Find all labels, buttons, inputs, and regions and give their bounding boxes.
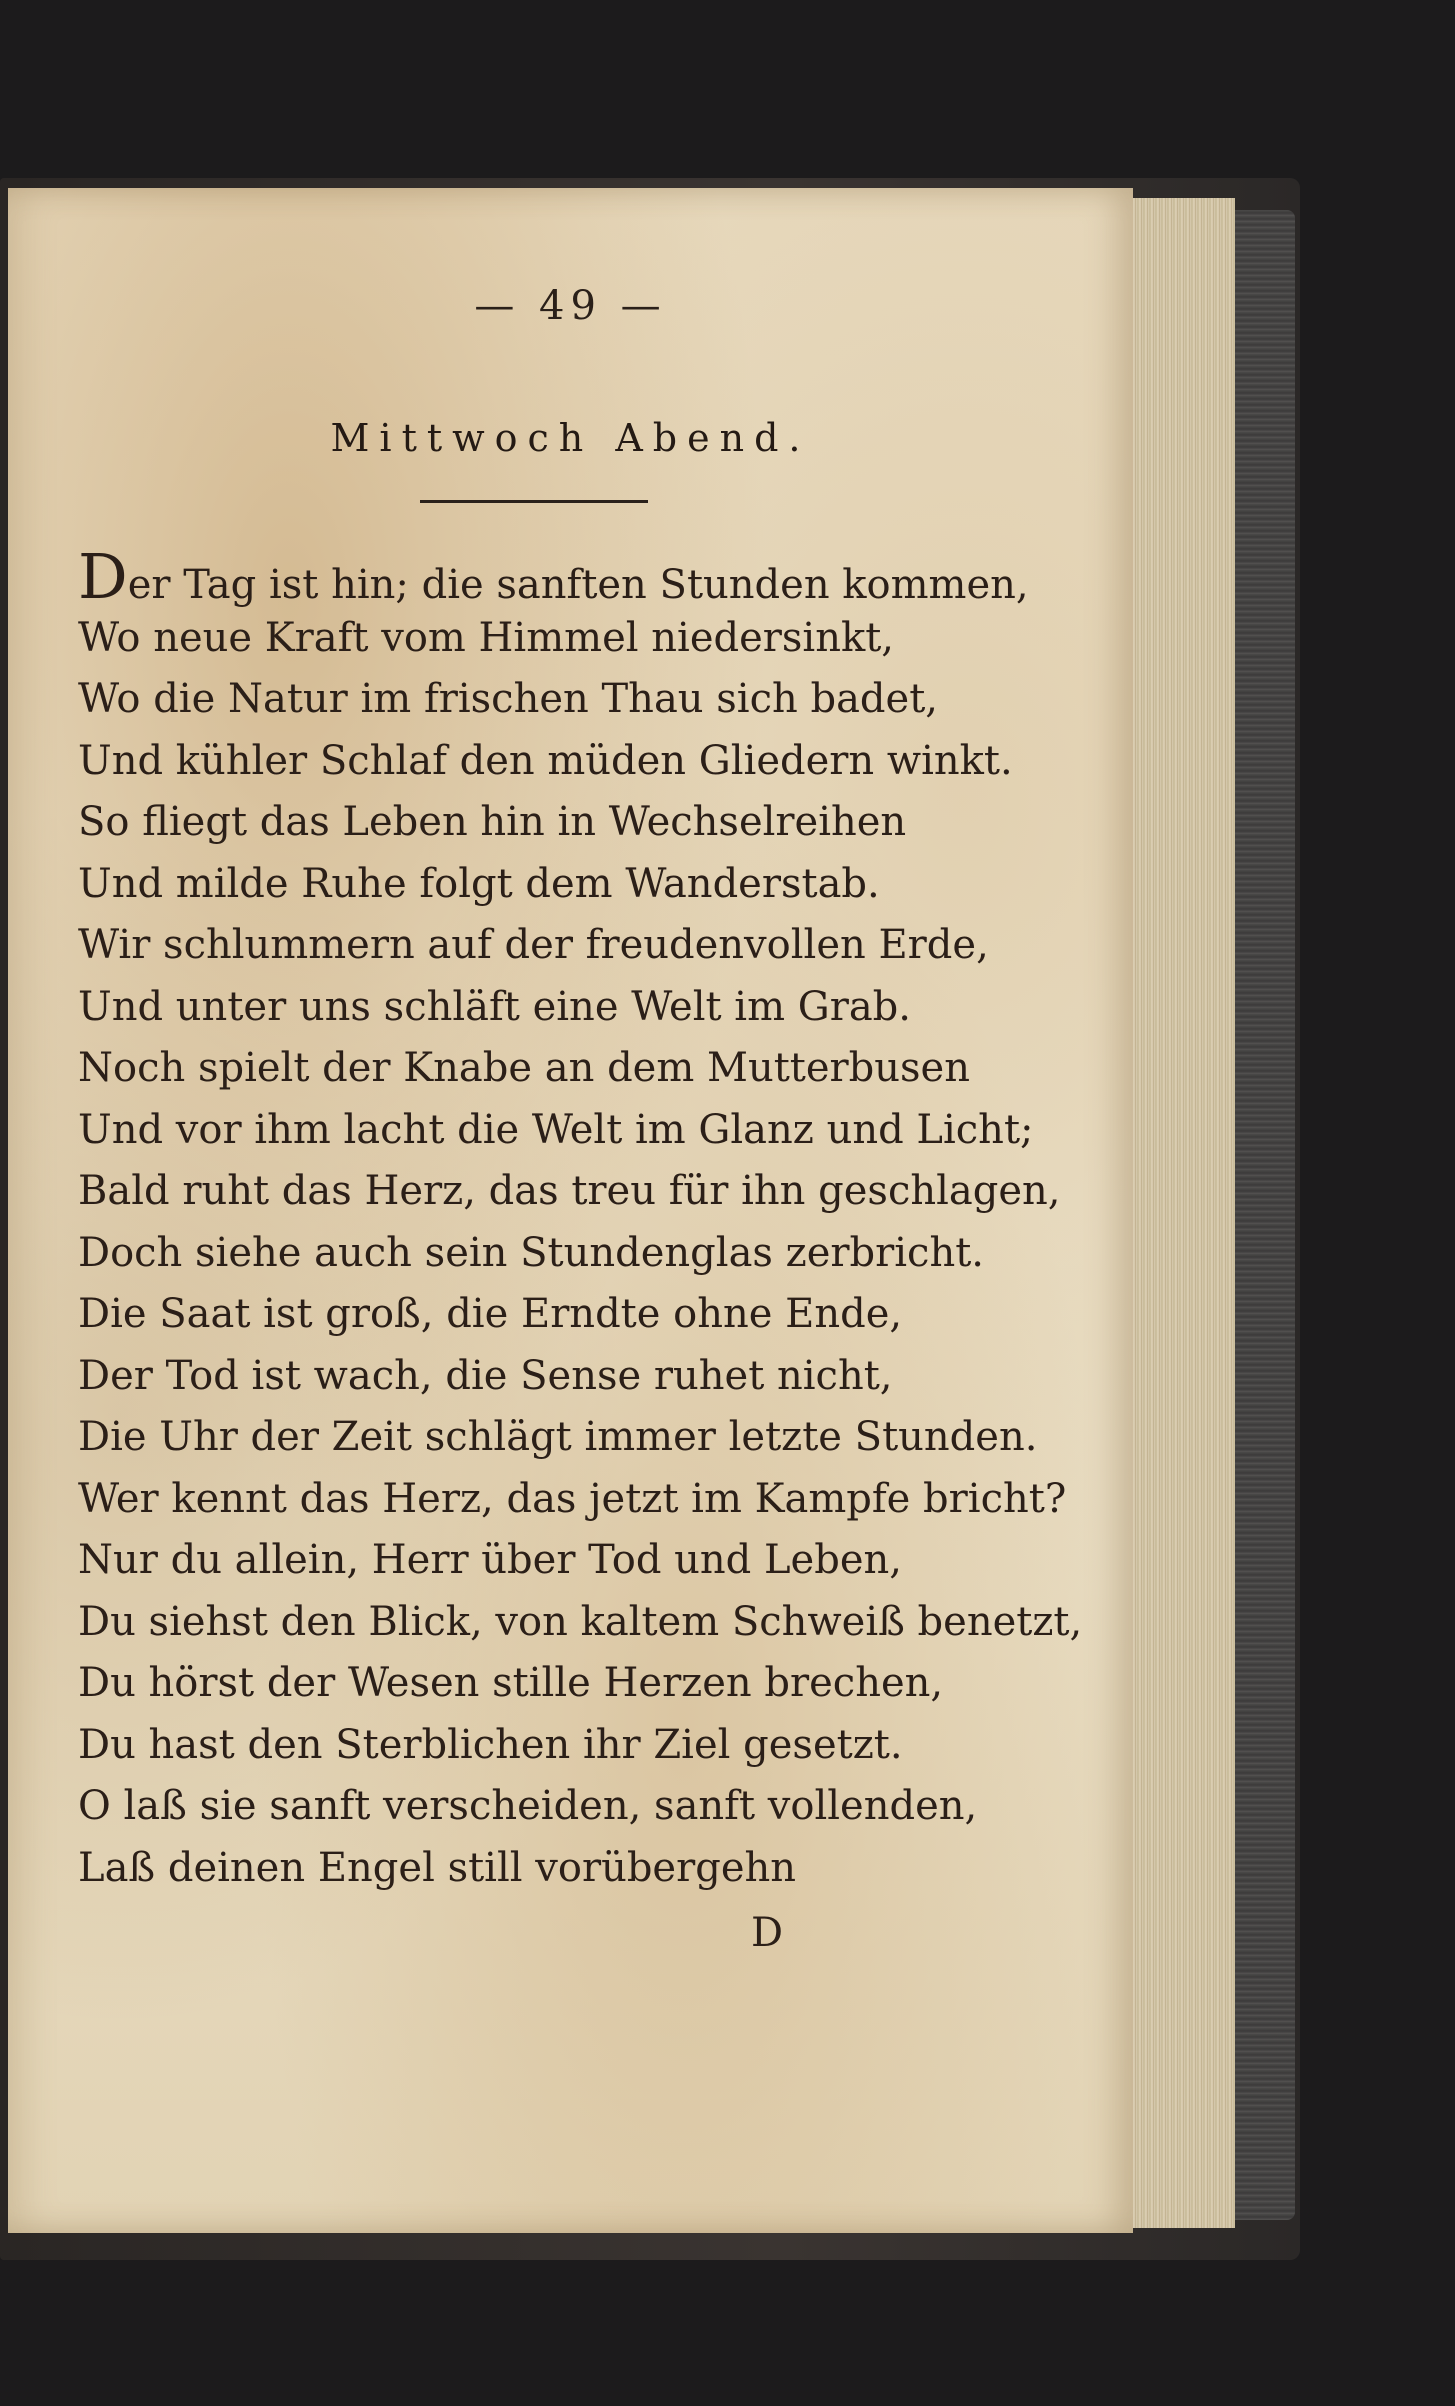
catchword: D (751, 1910, 784, 1956)
poem-line: Du siehst den Blick, von kaltem Schweiß benetzt, (78, 1598, 1083, 1645)
poem-title: Mittwoch Abend. (330, 416, 811, 460)
poem-line: Laß deinen Engel still vorübergehn (78, 1844, 797, 1891)
poem-line: Und milde Ruhe folgt dem Wanderstab. (78, 860, 880, 907)
page-edges (1128, 198, 1235, 2228)
poem-line: So fliegt das Leben hin in Wechselreihen (78, 799, 907, 845)
poem-line: Wer kennt das Herz, das jetzt im Kampfe bricht? (78, 1475, 1067, 1522)
poem-line: Wo neue Kraft vom Himmel niedersinkt, (78, 614, 894, 661)
poem-line: Du hast den Sterblichen ihr Ziel gesetzt. (78, 1721, 903, 1768)
page-number: — 49 — (474, 283, 667, 329)
poem-line: Der Tag ist hin; die sanften Stunden kommen, (78, 540, 1029, 613)
poem-line: Die Saat ist groß, die Erndte ohne Ende, (78, 1291, 903, 1337)
poem-line: Doch siehe auch sein Stundenglas zerbricht. (78, 1229, 984, 1276)
poem-line: Und kühler Schlaf den müden Gliedern winkt. (78, 737, 1013, 784)
poem-text (78, 540, 1118, 1899)
poem-line: Und vor ihm lacht die Welt im Glanz und Licht; (78, 1106, 1034, 1153)
poem-line: Die Uhr der Zeit schlägt immer letzte Stunden. (78, 1414, 1038, 1460)
poem-line: Du hörst der Wesen stille Herzen brechen, (78, 1660, 944, 1706)
poem-line: Wir schlummern auf der freudenvollen Erde, (78, 922, 989, 968)
poem-line: Und unter uns schläft eine Welt im Grab. (78, 983, 911, 1030)
book-spine (1225, 210, 1295, 2220)
poem-line: Nur du allein, Herr über Tod und Leben, (78, 1537, 902, 1583)
poem-line: Noch spielt der Knabe an dem Mutterbusen (78, 1045, 970, 1091)
poem-line: Wo die Natur im frischen Thau sich badet, (78, 676, 938, 722)
title-divider (420, 500, 648, 503)
poem-line: O laß sie sanft verscheiden, sanft vollenden, (78, 1783, 978, 1829)
poem-line: Der Tod ist wach, die Sense ruhet nicht, (78, 1352, 893, 1399)
poem-line: Bald ruht das Herz, das treu für ihn geschlagen, (78, 1168, 1061, 1214)
book-page (8, 188, 1133, 2233)
